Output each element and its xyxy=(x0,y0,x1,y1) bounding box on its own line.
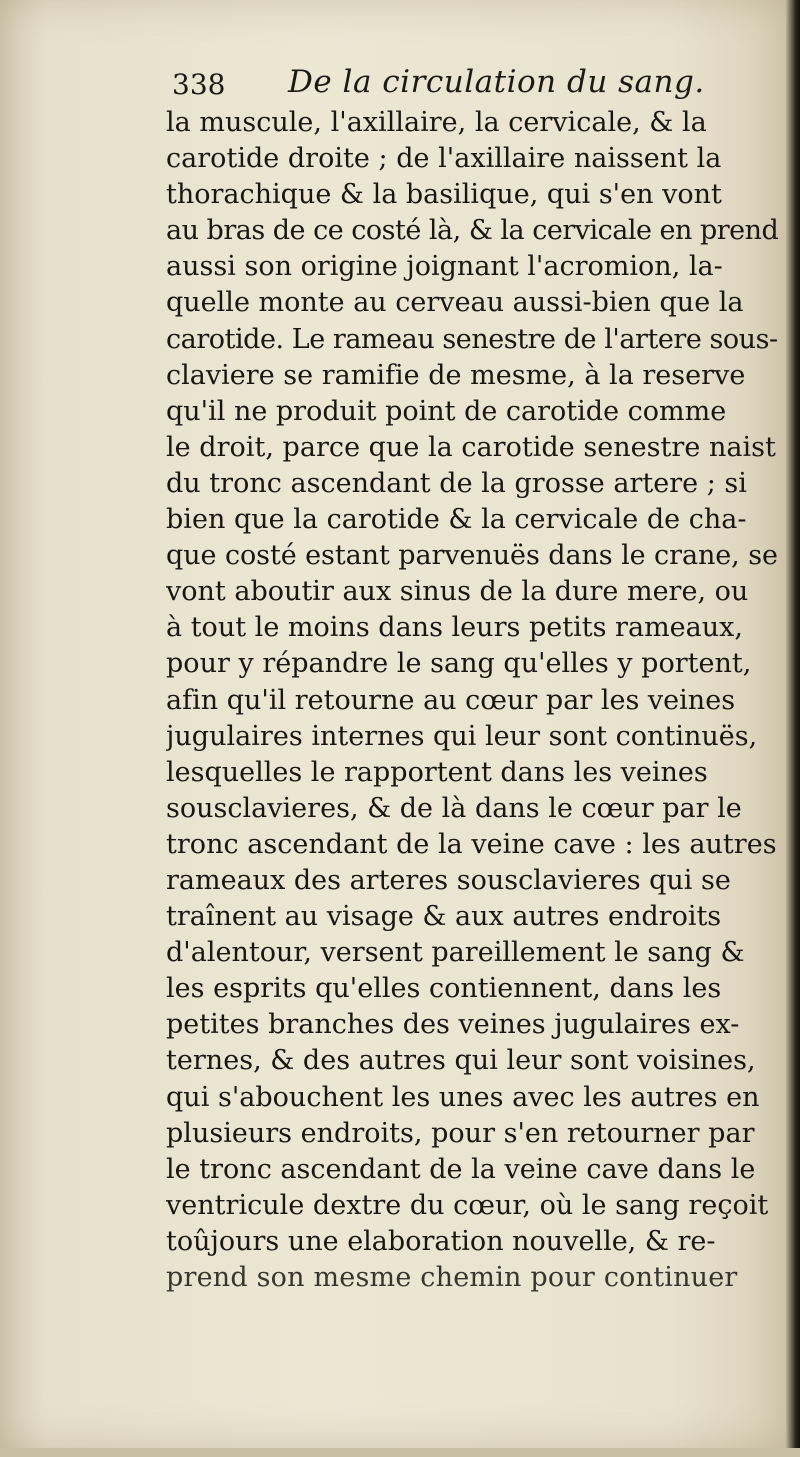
page-bottom-edge xyxy=(0,1448,800,1457)
page-edge-shadow xyxy=(786,0,800,1457)
text-line: rameaux des arteres sousclavieres qui se xyxy=(166,864,731,896)
text-line: carotide. Le rameau senestre de l'artere sous- xyxy=(166,323,778,355)
text-line: prend son mesme chemin pour continuer xyxy=(166,1262,738,1293)
page-number: 338 xyxy=(172,68,226,101)
text-line: le tronc ascendant de la veine cave dans le xyxy=(166,1153,756,1185)
text-line: pour y répandre le sang qu'elles y portent, xyxy=(166,648,752,680)
text-line: traînent au visage & aux autres endroits xyxy=(166,901,722,933)
text-line: carotide droite ; de l'axillaire naissent la xyxy=(166,143,722,175)
text-line: le droit, parce que la carotide senestre naist xyxy=(166,431,776,463)
text-line: afin qu'il retourne au cœur par les veines xyxy=(166,684,736,716)
text-line: petites branches des veines jugulaires ex- xyxy=(166,1009,740,1041)
text-line: à tout le moins dans leurs petits rameaux, xyxy=(166,612,743,644)
text-line: bien que la carotide & la cervicale de cha- xyxy=(166,504,747,536)
text-line: du tronc ascendant de la grosse artere ; si xyxy=(166,467,747,499)
text-line: thorachique & la basilique, qui s'en vont xyxy=(166,179,722,211)
text-line: sousclavieres, & de là dans le cœur par le xyxy=(166,792,742,824)
text-line: aussi son origine joignant l'acromion, la- xyxy=(166,251,723,283)
text-line: vont aboutir aux sinus de la dure mere, ou xyxy=(166,576,749,608)
text-line: ventricule dextre du cœur, où le sang reçoit xyxy=(166,1189,769,1221)
text-line: les esprits qu'elles contiennent, dans les xyxy=(166,973,722,1005)
text-line: plusieurs endroits, pour s'en retourner par xyxy=(166,1117,755,1149)
text-line: que costé estant parvenuës dans le crane, se xyxy=(166,540,778,572)
text-line: la muscule, l'axillaire, la cervicale, & la xyxy=(166,107,707,138)
text-line: qui s'abouchent les unes avec les autres en xyxy=(166,1081,760,1113)
text-line: qu'il ne produit point de carotide comme xyxy=(166,395,727,427)
text-line: d'alentour, versent pareillement le sang & xyxy=(166,937,745,969)
text-line: ternes, & des autres qui leur sont voisines, xyxy=(166,1045,756,1077)
body-text xyxy=(166,105,786,1296)
running-head xyxy=(172,62,772,110)
text-line: toûjours une elaboration nouvelle, & re- xyxy=(166,1225,716,1257)
text-line: claviere se ramifie de mesme, à la reserve xyxy=(166,359,746,391)
running-title: De la circulation du sang. xyxy=(288,64,705,100)
text-line: jugulaires internes qui leur sont continuës, xyxy=(166,720,758,752)
text-line: au bras de ce costé là, & la cervicale en prend xyxy=(166,215,779,247)
text-line: quelle monte au cerveau aussi-bien que la xyxy=(166,287,744,319)
text-line: tronc ascendant de la veine cave : les autres xyxy=(166,828,777,860)
text-line: lesquelles le rapportent dans les veines xyxy=(166,756,708,788)
